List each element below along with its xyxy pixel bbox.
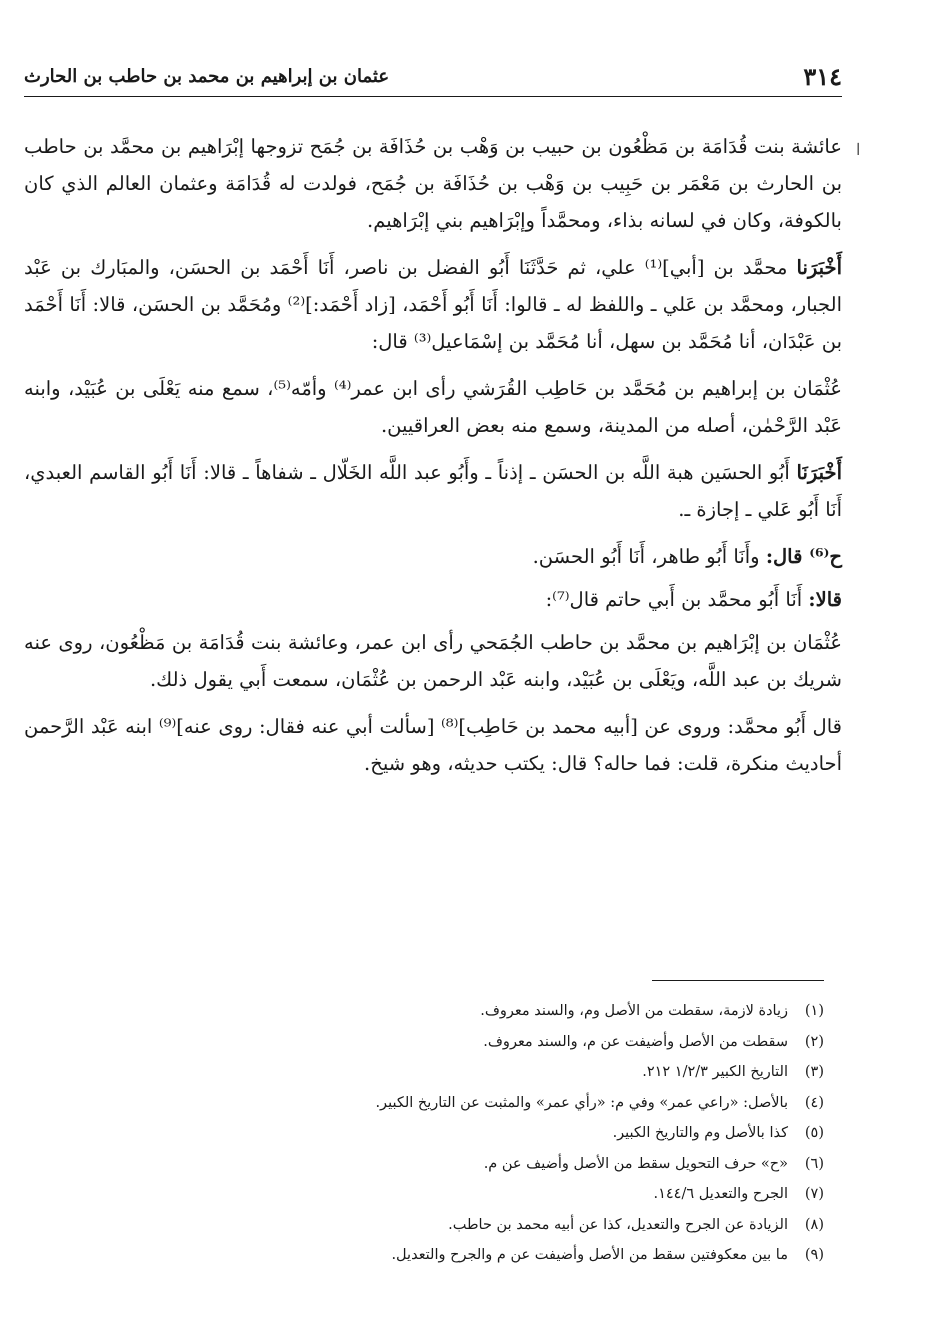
- footnote-text: كذا بالأصل وم والتاريخ الكبير.: [612, 1125, 788, 1141]
- footnote: [150, 1088, 824, 1119]
- footnote-number: (١): [804, 1003, 824, 1019]
- footnote-text: زيادة لازمة، سقطت من الأصل وم، والسند معروف.: [480, 1003, 788, 1019]
- footnote: [150, 1027, 824, 1058]
- header-rule: [24, 96, 842, 97]
- footnote-number: (٤): [804, 1094, 824, 1111]
- footnote-number: (٧): [804, 1186, 824, 1202]
- paragraph: [24, 128, 842, 239]
- footnote-text: «ح» حرف التحويل سقط من الأصل وأضيف عن م.: [483, 1155, 788, 1172]
- footnote: [150, 1240, 824, 1271]
- paragraph-lead: ح⁽⁶⁾ قال:: [765, 545, 842, 568]
- footnote: [150, 996, 824, 1027]
- footnote: [150, 1149, 824, 1180]
- footnote: [150, 1179, 824, 1210]
- footnote-text: التاريخ الكبير ١/٢/٣ ٢١٢.: [642, 1064, 788, 1080]
- paragraph-text: عُثْمَان بن إبْرَاهيم بن محمَّد بن حاطب الجُمَحي رأى ابن عمر، وعائشة بنت قُدَامَة بن مَظْعُون، روى عنه شريك بن عبد اللَّه، ويَعْلَى بن عُبَيْد، وابنه عَبْد الرحمن بن عُثْمَان، سمعت أَبي يقول ذلك.: [24, 631, 842, 691]
- footnote-number: (٨): [804, 1216, 824, 1233]
- paragraph-text: أَنَا أَبُو محمَّد بن أَبي حاتم قال⁽⁷⁾:: [545, 588, 803, 611]
- paragraph-text: عُثْمَان بن إبراهيم بن مُحَمَّد بن حَاطِب القُرَشي رأى ابن عمر⁽⁴⁾ وأمّه⁽⁵⁾، سمع منه يَعْلَى بن عُبَيْد، وابنه عَبْد الرَّحْمٰن، أصله من المدينة، وسمع منه بعض العراقيين.: [24, 377, 843, 437]
- paragraph: [24, 538, 842, 575]
- paragraph: [24, 581, 842, 618]
- footnote-text: ما بين معكوفتين سقط من الأصل وأضيفت عن م والجرح والتعديل.: [391, 1247, 788, 1263]
- footnote-number: (٦): [804, 1155, 824, 1172]
- paragraph-text: محمَّد بن [أبي]⁽¹⁾ علي، ثم حَدَّثَنَا أَبُو الفضل بن ناصر، أَنَا أَحْمَد بن الحسَن، والمبَارك بن عَبْد الجبار، ومحمَّد بن عَلي ـ واللفظ له ـ قالوا: أَنَا أَبُو أَحْمَد، [زاد أَحْمَد:]⁽²⁾ ومُحَمَّد بن الحسَن، قالا: أَنَا أَحْمَد بن عَبْدَان، أنا مُحَمَّد بن سهل، أنا مُحَمَّد بن إسْمَاعيل⁽³⁾ قال:: [24, 256, 842, 353]
- paragraph-text: قال أَبُو محمَّد: وروى عن [أبيه محمد بن حَاطِب]⁽⁸⁾ [سألت أبي عنه فقال: روى عنه]⁽⁹⁾ ابنه عَبْد الرَّحمن أحاديث منكرة، قلت: فما حاله؟ قال: يكتب حديثه، وهو شيخ.: [24, 715, 842, 775]
- paragraph-text: عائشة بنت قُدَامَة بن مَظْعُون بن حبيب بن وَهْب بن حُذَافَة بن جُمَح تزوجها إبْرَاهيم بن محمَّد بن حاطب بن الحارث بن مَعْمَر بن حَبِيب بن وَهْب بن حُذَافَة بن جُمَح، فولدت له قُدَامَة وعثمان العالم الذي كان بالكوفة، وكان في لسانه بذاء، ومحمَّداً وإبْرَاهيم بني إبْرَاهيم.: [24, 135, 842, 232]
- paragraph-lead: قالا:: [808, 588, 842, 611]
- footnote-text: الجرح والتعديل ١٤٤/٦.: [653, 1186, 788, 1202]
- header-title: عثمان بن إبراهيم بن محمد بن حاطب بن الحارث: [24, 65, 390, 87]
- paragraph-lead: أَخْبَرَنَا: [796, 461, 842, 484]
- running-header: [24, 56, 842, 96]
- footnote-number: (٣): [804, 1064, 824, 1080]
- paragraph-text: وأَنَا أَبُو طاهر، أَنَا أَبُو الحسَن.: [532, 545, 760, 568]
- footnote-rule: [652, 980, 824, 981]
- footnote-text: سقطت من الأصل وأضيفت عن م، والسند معروف.: [483, 1033, 788, 1050]
- footnote: [150, 1210, 824, 1241]
- paragraph-text: أَبُو الحسَين هبة اللَّه بن الحسَن ـ إذناً ـ وأَبُو عبد اللَّه الخَلّال ـ شفاهاً ـ قالا: أَنَا أَبُو القاسم العبدي، أَنَا أَبُو عَلي ـ إجازة ـ.: [24, 461, 842, 521]
- footnote-number: (٩): [804, 1247, 824, 1263]
- paragraph: [24, 624, 842, 698]
- paragraph-lead: أَخْبَرَنا: [796, 256, 843, 279]
- paragraph: [24, 249, 842, 360]
- footnote: [150, 1057, 824, 1088]
- footnote-text: الزيادة عن الجرح والتعديل، كذا عن أبيه محمد بن حاطب.: [448, 1216, 788, 1233]
- paragraph: [24, 370, 842, 444]
- footnotes: [150, 996, 824, 1271]
- footnote-number: (٥): [804, 1125, 824, 1141]
- paragraph: [24, 454, 842, 528]
- footnote: [150, 1118, 824, 1149]
- footnote-number: (٢): [804, 1033, 824, 1050]
- page-number: ٣١٤: [803, 61, 842, 91]
- footnote-text: بالأصل: «راعي عمر» وفي م: «رأي عمر» والمثبت عن التاريخ الكبير.: [375, 1094, 788, 1111]
- margin-mark: ا: [856, 140, 861, 159]
- paragraph: [24, 708, 842, 782]
- main-text: [24, 128, 842, 792]
